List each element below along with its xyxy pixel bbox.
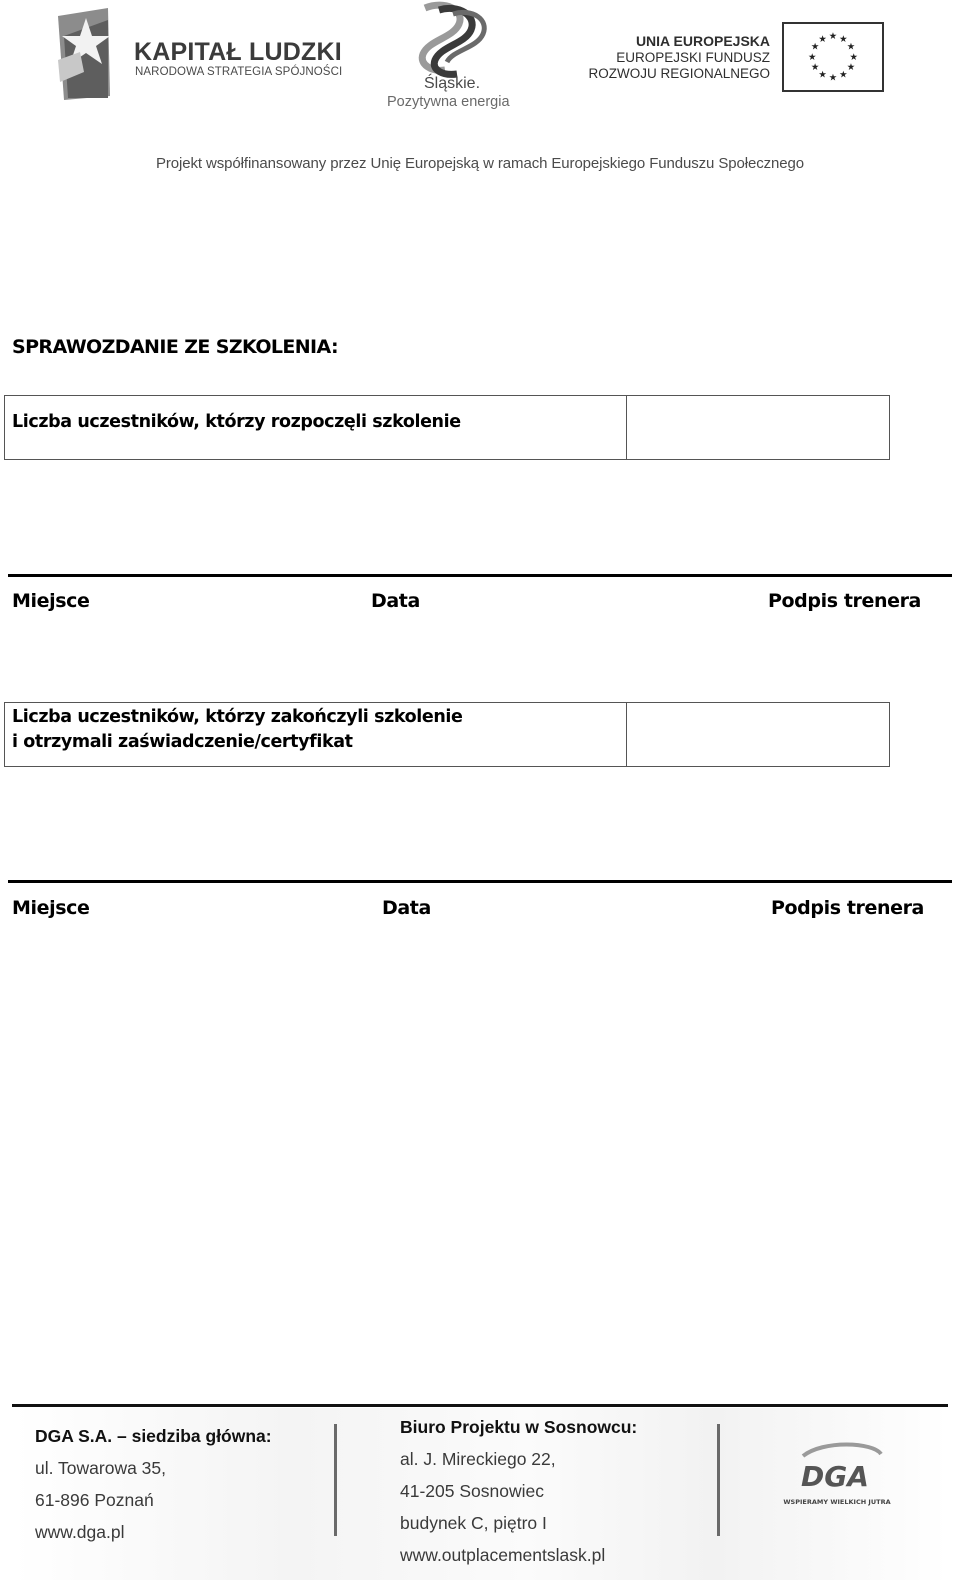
eu-fund-line2: ROZWOJU REGIONALNEGO [588,66,770,81]
svg-text:★: ★ [808,51,817,63]
date-label: Data [371,590,420,612]
participants-started-field[interactable] [627,396,889,459]
slaskie-tagline: Pozytywna energia [387,94,510,110]
svg-text:★: ★ [839,69,848,81]
dga-logo [783,1442,893,1512]
hq-street: ul. Towarowa 35, [35,1458,167,1478]
footer-separator [334,1424,337,1536]
participants-started-row [4,395,890,460]
svg-text:★: ★ [839,33,848,45]
svg-text:★: ★ [846,62,856,74]
svg-text:★: ★ [810,41,820,53]
svg-text:★: ★ [846,41,856,53]
hq-city: 61-896 Poznań [35,1490,154,1510]
hq-heading: DGA S.A. – siedziba główna: [35,1426,272,1446]
participants-completed-label-line1: Liczba uczestników, którzy zakończyli szkolenie [12,707,463,727]
office-city: 41-205 Sosnowiec [400,1481,544,1501]
place-label: Miejsce [12,590,90,612]
place-label: Miejsce [12,897,90,919]
cofinancing-statement: Projekt współfinansowany przez Unię Europejską w ramach Europejskiego Funduszu Społecznego [155,155,805,172]
participants-completed-field[interactable] [627,703,889,766]
participants-completed-label-line2: i otrzymali zaświadczenie/certyfikat [12,732,353,752]
office-street: al. J. Mireckiego 22, [400,1449,556,1469]
hq-website-link[interactable]: www.dga.pl [35,1522,125,1542]
eu-fund-line1: EUROPEJSKI FUNDUSZ [616,50,770,65]
trainer-signature-label: Podpis trenera [771,897,924,919]
participants-completed-row [4,702,890,767]
svg-text:★: ★ [828,72,838,84]
date-label: Data [382,897,431,919]
slaskie-name: Śląskie. [424,75,481,92]
svg-text:★: ★ [818,69,827,81]
footer-rule [12,1404,948,1407]
office-website-link[interactable]: www.outplacementslask.pl [400,1545,606,1565]
office-building: budynek C, piętro I [400,1513,547,1533]
trainer-signature-label: Podpis trenera [768,590,921,612]
signature-line [8,574,952,577]
participants-completed-label [5,703,627,766]
eu-flag-icon [782,22,884,92]
office-heading: Biuro Projektu w Sosnowcu: [400,1417,638,1437]
svg-text:★: ★ [828,31,838,43]
dga-logo-mark: DGA [801,1460,869,1493]
svg-text:★: ★ [810,62,820,74]
signature-line [8,880,952,883]
svg-text:★: ★ [818,33,827,45]
dga-logo-slogan: WSPIERAMY WIELKICH JUTRA [783,1498,891,1506]
eu-name: UNIA EUROPEJSKA [635,33,770,49]
report-title: SPRAWOZDANIE ZE SZKOLENIA: [12,336,338,358]
participants-started-label: Liczba uczestników, którzy rozpoczęli szkolenie [5,396,627,459]
kapital-ludzki-title: KAPITAŁ LUDZKI [134,38,342,66]
kapital-ludzki-subtitle: NARODOWA STRATEGIA SPÓJNOŚCI [135,66,343,78]
footer-separator [717,1424,720,1536]
svg-text:★: ★ [849,51,858,63]
